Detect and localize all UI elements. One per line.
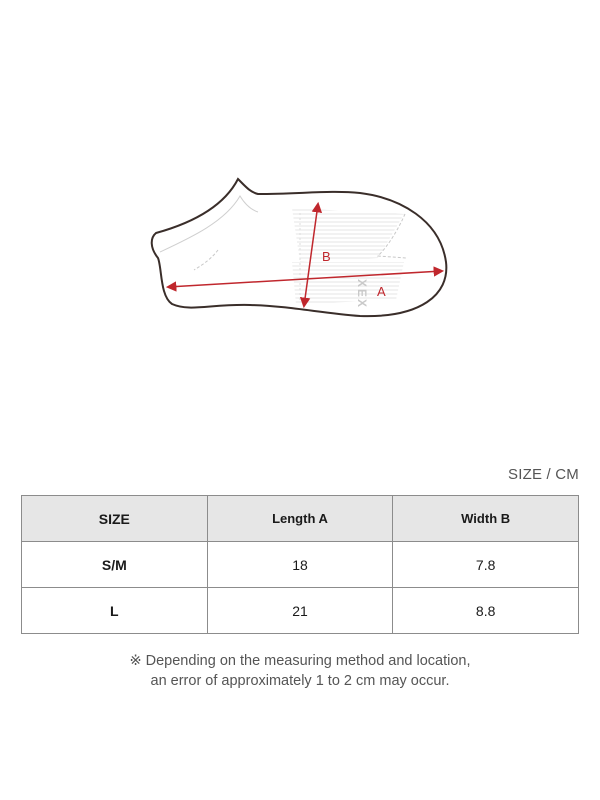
length-a-cell: 18 [207,542,393,588]
knit-texture-zone [292,208,404,262]
header-width-b: Width B [393,496,579,542]
table-header-row [22,496,579,542]
size-cell: L [22,588,208,634]
unit-label: SIZE / CM [508,466,579,483]
width-b-cell: 8.8 [393,588,579,634]
header-size: SIZE [22,496,208,542]
note-line-1: ※ Depending on the measuring method and location, [129,653,471,669]
size-cell: S/M [22,542,208,588]
width-b-cell: 7.8 [393,542,579,588]
length-a-label: A [377,284,386,299]
length-a-cell: 21 [207,588,393,634]
stitch-line-heel [194,250,218,270]
cuff-inner-line [160,196,258,252]
note-line-2: an error of approximately 1 to 2 cm may occur. [150,673,450,689]
width-b-label: B [322,249,331,264]
size-table [21,495,579,634]
table-row [22,542,579,588]
measurement-note [0,651,600,691]
table-row [22,588,579,634]
header-length-a: Length A [207,496,393,542]
logo-text: XEX [355,279,369,310]
